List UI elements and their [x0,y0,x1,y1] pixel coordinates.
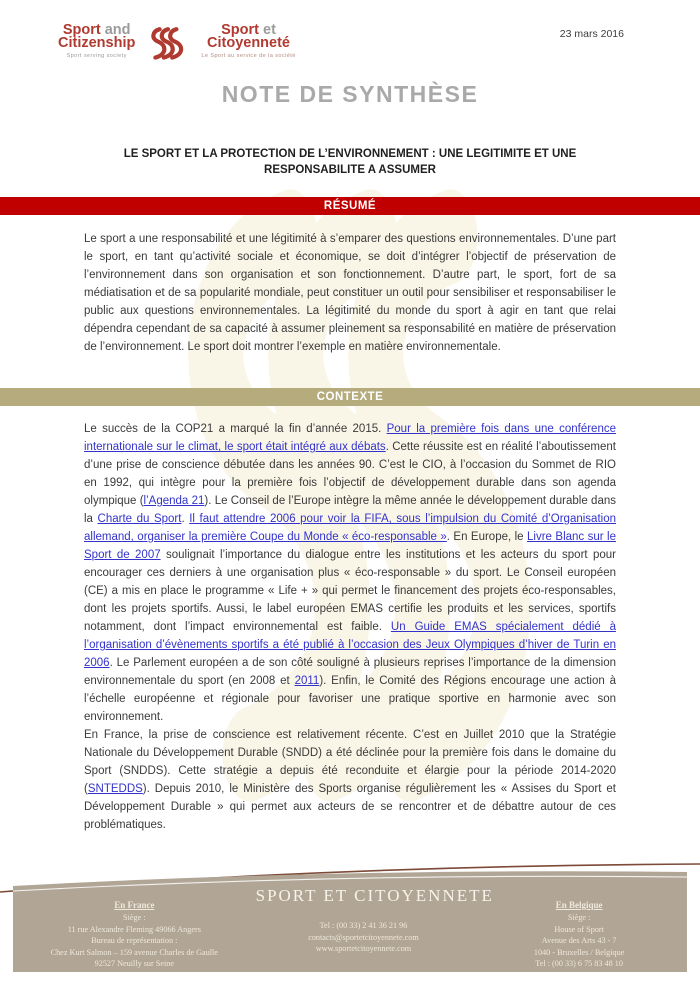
footer-center-column [255,884,494,972]
page-title: NOTE DE SYNTHÈSE [221,81,479,107]
footer-org-title: SPORT ET CITOYENNETE [255,886,494,905]
hyperlink[interactable]: Livre Blanc sur le Sport de 2007 [84,531,616,561]
logo-en-line1: Sport and [62,22,131,38]
logo-en-tagline: Sport serving society [66,53,127,59]
hyperlink[interactable]: Pour la première fois dans une conférence internationale sur le climat, le sport était intégré aux débats [84,423,616,453]
text-run: Le succès de la COP21 a marqué la fin d’année 2015. [84,423,387,435]
hyperlink[interactable]: Un Guide EMAS spécialement dédié à l’organisation d’évènements sportifs a été publié à l’occasion des Jeux Olympiques d’hiver de Turin en 2006 [84,621,617,669]
footer-line: www.sportetcitoyennete.com [315,944,412,953]
logo-fr-line1: Sport et [221,22,276,38]
footer-line: Tel : (00 33) 6 75 83 48 10 [535,959,623,968]
footer-line: Siège : [567,913,591,922]
text-run: soulignait l’importance du dialogue entre les institutions et les acteurs du sport pour encourager ces derniers à une organisation plus « éco-responsable » du sport. Le Conseil européen (CE) a mis en place le programme « Life + » qui permet le financement des projets éco-responsables, dont les projets sportifs. Aussi, le label européen EMAS certifie les produits et les services, sportifs notamment, dont l’impact environnemental est faible. [84,549,616,633]
resume-section-banner: RÉSUMÉ [0,197,700,215]
footer-belgique-lines [471,912,687,970]
hyperlink[interactable]: 2011 [294,675,320,687]
footer-france-lines [13,912,256,970]
footer-contact-lines [256,920,472,955]
contexte-section [84,420,616,834]
contexte-paragraph-2 [84,726,616,834]
hyperlink[interactable]: Charte du Sport [97,513,182,525]
swirl-icon [147,25,189,67]
document-date: 23 mars 2016 [559,28,624,40]
footer-line: Siège : [123,913,146,922]
footer-line: Tel : (00 33) 2 41 36 21 96 [319,921,408,930]
logo-sport-and-citizenship [58,24,135,59]
footer-content [13,884,687,972]
hyperlink[interactable]: Il faut attendre 2006 pour voir la FIFA, sous l’impulsion du Comité d’Organisation allemand, organiser la première Coupe du Monde « éco-responsable » [84,513,616,543]
footer-belgique-heading: En Belgique [555,900,603,910]
header-logos [58,24,296,67]
text-run: ). Depuis 2010, le Ministère des Sports organise régulièrement les « Assises du Sport et Développement Durable » qui permet aux acteurs de se rencontrer et de débattre autour de ces problématiques. [84,783,616,831]
document-headline: LE SPORT ET LA PROTECTION DE L’ENVIRONNEMENT : UNE LEGITIMITE ET UNE RESPONSABILITE A ASSUMER [123,148,577,176]
text-run: . Le Parlement européen a de son côté souligné à plusieurs reprises l’importance de la dimension environnementale du sport (en 2008 et [84,657,616,687]
resume-paragraph: Le sport a une responsabilité et une légitimité à s’emparer des questions environnementales. D’une part le sport, en tant qu’activité sociale et économique, se doit d’intégrer l’objectif de préservation de l’environnement dans son organisation et son fonctionnement. D’autre part, le sport, fort de sa médiatisation et de sa popularité mondiale, peut constituer un outil pour sensibiliser et responsabiliser le public aux questions environnementales. La légitimité du monde du sport à agir en tant que relai dépendra cependant de sa capacité à assumer pleinement sa responsabilité en matière de préservation de l’environnement. Le sport doit montrer l’exemple en matière environnementale. [84,233,616,353]
text-run: . Cette réussite est en réalité l’aboutissement d’une prise de conscience débutée dans les années 90. C’est le CIO, à l’occasion du Sommet de RIO en 1992, qui intègre pour la première fois l’objectif de développement durable dans son agenda olympique ( [84,441,616,507]
footer-line: House of Sport [554,924,604,934]
hyperlink[interactable]: l’Agenda 21 [143,495,205,507]
contexte-paragraph-1 [84,420,616,726]
text-run: En France, la prise de conscience est relativement récente. C’est en Juillet 2010 que la Stratégie Nationale du Développement Durable (SNDD) a été déclinée pour la première fois dans le domaine du Sport (SNDDS). Cette stratégie a depuis été reconduite et élargie pour la période 2014-2020 ( [84,729,616,795]
text-run: ). Enfin, le Comité des Régions encourage une action à l’échelle européenne et régionale pour favoriser une pratique sportive en harmonie avec son environnement. [84,675,617,723]
footer-line: Avenue des Arts 43 - 7 [541,936,617,945]
logo-fr-tagline: Le Sport au service de la société [201,53,296,59]
logo-sport-et-citoyennete [201,24,295,59]
footer-line: 92527 Neuilly sur Seine [94,959,174,968]
text-run: ). Le Conseil de l’Europe intègre la même année le développement durable dans la [84,495,616,525]
text-run: . [181,513,190,525]
footer-line: 1040 - Bruxelles / Belgique [533,947,625,957]
footer [0,862,700,990]
footer-line: 11 rue Alexandre Fleming 49066 Angers [67,924,201,934]
footer-france-heading: En France [114,900,155,910]
footer-france-column [13,884,256,972]
hyperlink[interactable]: SNTEDDS [87,783,143,795]
footer-line: Bureau de représentation : [91,936,178,945]
logo-en-line2: Citizenship [58,35,136,51]
footer-line: Chez Kurt Salmon – 159 avenue Charles de Gaulle [50,947,218,957]
footer-belgique-column [471,884,687,972]
footer-line: contacts@sportetcitoyennete.com [308,932,419,942]
text-run: . En Europe, le [446,531,528,543]
contexte-section-banner: CONTEXTE [0,388,700,406]
logo-fr-line2: Citoyenneté [207,35,291,51]
